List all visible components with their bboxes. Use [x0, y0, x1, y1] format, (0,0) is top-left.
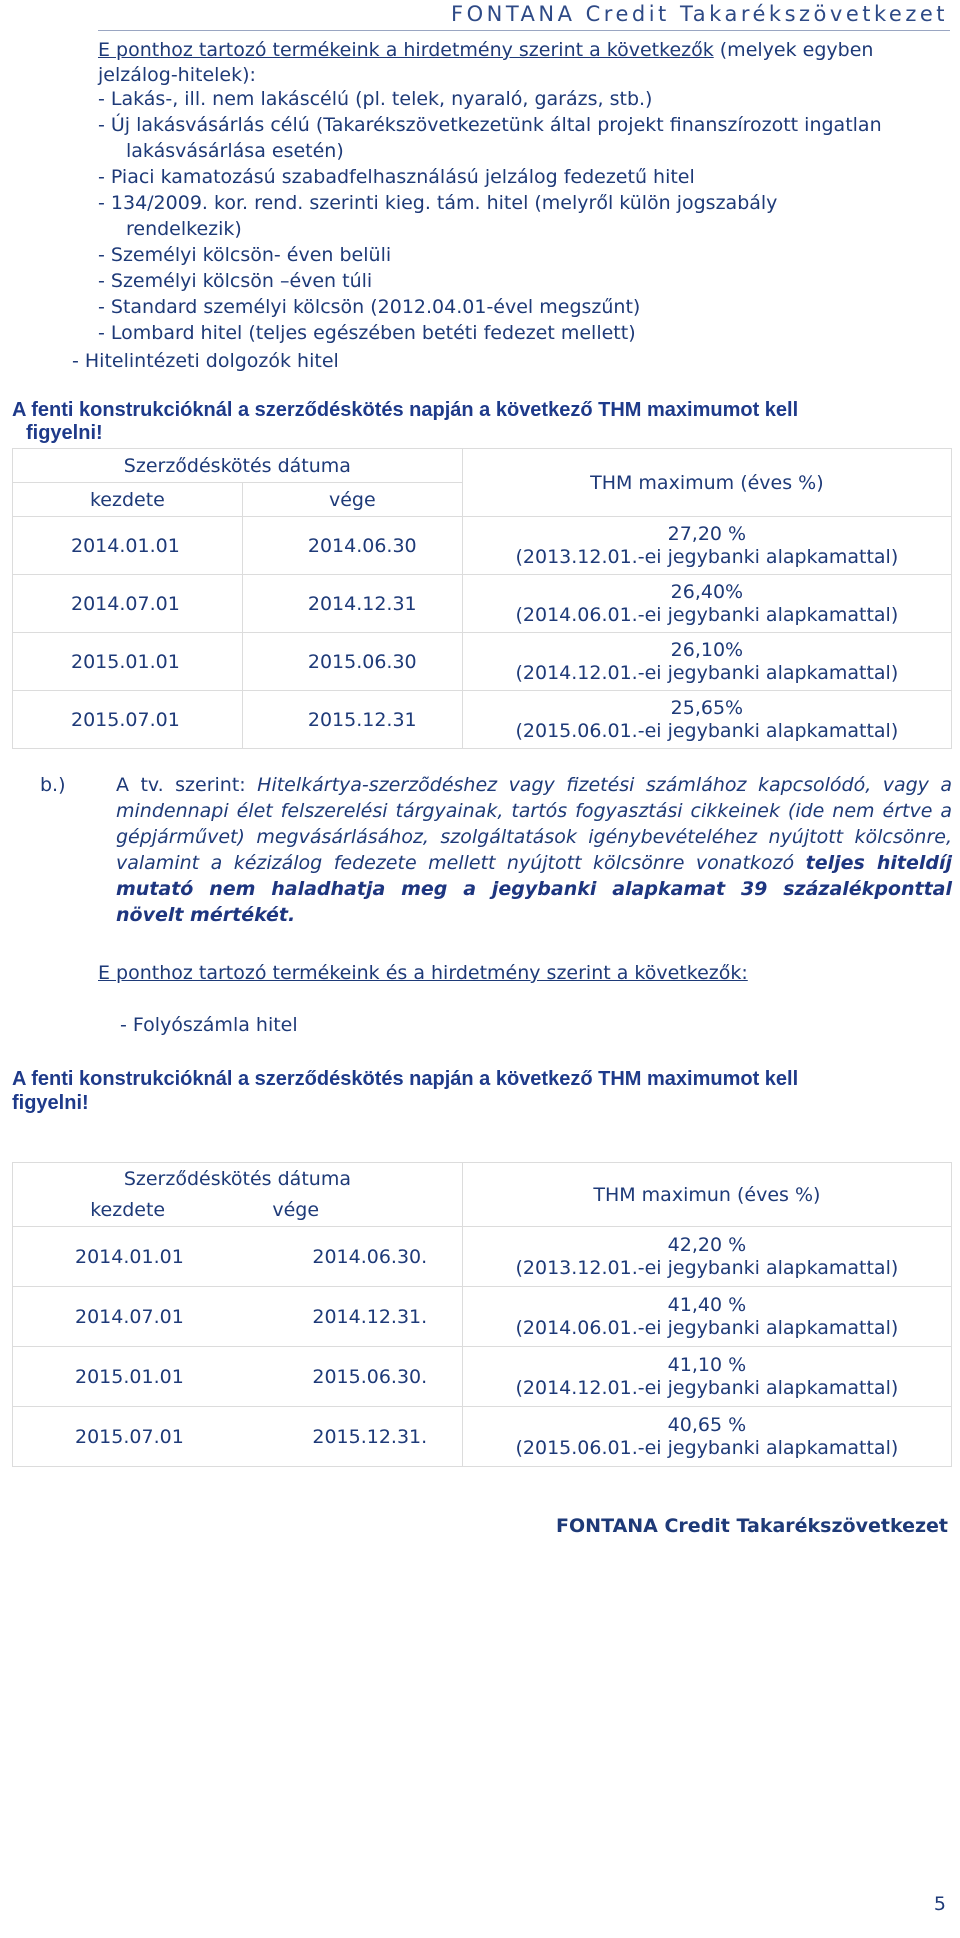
section2-products-title: E ponthoz tartozó termékeink és a hirdetmény szerint a következők: [98, 962, 748, 984]
start-cell: 2014.07.01 [13, 1287, 243, 1347]
end-cell: 2015.06.30. [242, 1347, 462, 1407]
rate-cell [462, 633, 951, 691]
table-row [13, 1407, 952, 1467]
list-item: - Lombard hitel (teljes egészében betéti fedezet mellett) [98, 322, 636, 344]
end-header: vége [242, 483, 462, 517]
table-row [13, 691, 952, 749]
section2-thm-table [12, 1162, 952, 1467]
rate-note: (2015.06.01.-ei jegybanki alapkamattal) [515, 719, 899, 742]
rate-value: 26,40% [670, 580, 744, 603]
section2-body [116, 772, 952, 928]
thm-header: THM maximum (éves %) [462, 449, 951, 517]
section2-lead: A tv. szerint: [116, 774, 258, 796]
end-cell: 2014.12.31 [242, 575, 462, 633]
table-row [13, 1287, 952, 1347]
end-cell: 2015.12.31 [242, 691, 462, 749]
section2-product-item: - Folyószámla hitel [120, 1014, 298, 1036]
end-cell: 2015.06.30 [242, 633, 462, 691]
rate-value: 25,65% [670, 696, 744, 719]
end-cell: 2014.06.30. [242, 1227, 462, 1287]
footer-org-name: FONTANA Credit Takarékszövetkezet [556, 1515, 948, 1537]
list-item: - Hitelintézeti dolgozók hitel [72, 350, 339, 372]
table-header-row [13, 449, 952, 483]
rate-cell [462, 1287, 951, 1347]
list-item: - 134/2009. kor. rend. szerinti kieg. tám. hitel (melyről külön jogszabály [98, 192, 778, 214]
rate-value: 41,10 % [667, 1353, 747, 1376]
rate-cell [462, 575, 951, 633]
page-number: 5 [933, 1893, 946, 1915]
list-item: lakásvásárlása esetén) [126, 140, 344, 162]
table-row [13, 1347, 952, 1407]
list-item: - Standard személyi kölcsön (2012.04.01-ével megszűnt) [98, 296, 641, 318]
rate-value: 26,10% [670, 638, 744, 661]
rate-cell [462, 1347, 951, 1407]
rate-note: (2015.06.01.-ei jegybanki alapkamattal) [515, 1436, 899, 1459]
rate-cell [462, 1227, 951, 1287]
end-cell: 2015.12.31. [242, 1407, 462, 1467]
rate-note: (2014.12.01.-ei jegybanki alapkamattal) [515, 1376, 899, 1399]
rate-cell [462, 517, 951, 575]
list-item: rendelkezik) [126, 218, 242, 240]
rate-note: (2014.06.01.-ei jegybanki alapkamattal) [515, 1316, 899, 1339]
section2-notice-line2: figyelni! [12, 1092, 89, 1114]
rate-value: 42,20 % [667, 1233, 747, 1256]
rate-cell [462, 691, 951, 749]
rate-value: 41,40 % [667, 1293, 747, 1316]
section2-notice-line1: A fenti konstrukcióknál a szerződéskötés napján a következő THM maximumot kell [12, 1068, 799, 1090]
section1-notice-line1: A fenti konstrukcióknál a szerződéskötés napján a következő THM maximumot kell [12, 399, 799, 421]
table-row [13, 575, 952, 633]
table-row [13, 633, 952, 691]
table-row [13, 517, 952, 575]
header-org-name: FONTANA Credit Takarékszövetkezet [451, 2, 948, 26]
list-item: - Személyi kölcsön –éven túli [98, 270, 373, 292]
start-cell: 2015.07.01 [13, 691, 243, 749]
section1-title-text: E ponthoz tartozó termékeink a hirdetmény szerint a következők [98, 39, 714, 61]
rate-note: (2014.12.01.-ei jegybanki alapkamattal) [515, 661, 899, 684]
section1-title-suffix: (melyek egyben jelzálog-hitelek): [98, 39, 874, 86]
section1-product-list [98, 86, 948, 346]
start-header: kezdete [13, 1195, 243, 1227]
date-header: Szerződéskötés dátuma [13, 1163, 463, 1195]
section1-title [98, 38, 948, 88]
section2-italic-text: Hitelkártya-szerzõdéshez vagy fizetési számlához kapcsolódó, vagy a mindennapi élet felszerelési tárgyainak, tartós fogyasztási cikkeinek (ide nem értve a gépjárművet) megvásárlásához, szolgáltatások igénybevételéhez nyújtott kölcsönre, valamint a kézizálog fedezete mellett nyújtott kölcsönre vonatkozó [116, 774, 952, 874]
start-cell: 2015.01.01 [13, 1347, 243, 1407]
header-divider [98, 30, 950, 31]
list-item: - Személyi kölcsön- éven belüli [98, 244, 392, 266]
section2-bold-text: teljes hiteldíj mutató nem haladhatja meg a jegybanki alapkamat 39 százalékponttal növelt mértékét. [116, 852, 953, 926]
start-cell: 2014.01.01 [13, 1227, 243, 1287]
page-header [0, 0, 960, 28]
date-header: Szerződéskötés dátuma [13, 449, 463, 483]
table-row [13, 1227, 952, 1287]
end-header: vége [242, 1195, 462, 1227]
rate-cell [462, 1407, 951, 1467]
end-cell: 2014.06.30 [242, 517, 462, 575]
end-cell: 2014.12.31. [242, 1287, 462, 1347]
start-cell: 2015.01.01 [13, 633, 243, 691]
section1-notice-line2: figyelni! [26, 422, 103, 444]
rate-note: (2013.12.01.-ei jegybanki alapkamattal) [515, 545, 899, 568]
table-header-row [13, 1163, 952, 1195]
rate-value: 27,20 % [667, 522, 747, 545]
section2-label: b.) [40, 774, 66, 796]
start-header: kezdete [13, 483, 243, 517]
section1-thm-table [12, 448, 952, 749]
thm-header: THM maximun (éves %) [462, 1163, 951, 1227]
rate-value: 40,65 % [667, 1413, 747, 1436]
start-cell: 2015.07.01 [13, 1407, 243, 1467]
rate-note: (2014.06.01.-ei jegybanki alapkamattal) [515, 603, 899, 626]
start-cell: 2014.07.01 [13, 575, 243, 633]
rate-note: (2013.12.01.-ei jegybanki alapkamattal) [515, 1256, 899, 1279]
list-item: - Új lakásvásárlás célú (Takarékszövetkezetünk által projekt finanszírozott ingatlan [98, 114, 882, 136]
list-item: - Piaci kamatozású szabadfelhasználású jelzálog fedezetű hitel [98, 166, 695, 188]
list-item: - Lakás-, ill. nem lakáscélú (pl. telek, nyaraló, garázs, stb.) [98, 88, 653, 110]
start-cell: 2014.01.01 [13, 517, 243, 575]
